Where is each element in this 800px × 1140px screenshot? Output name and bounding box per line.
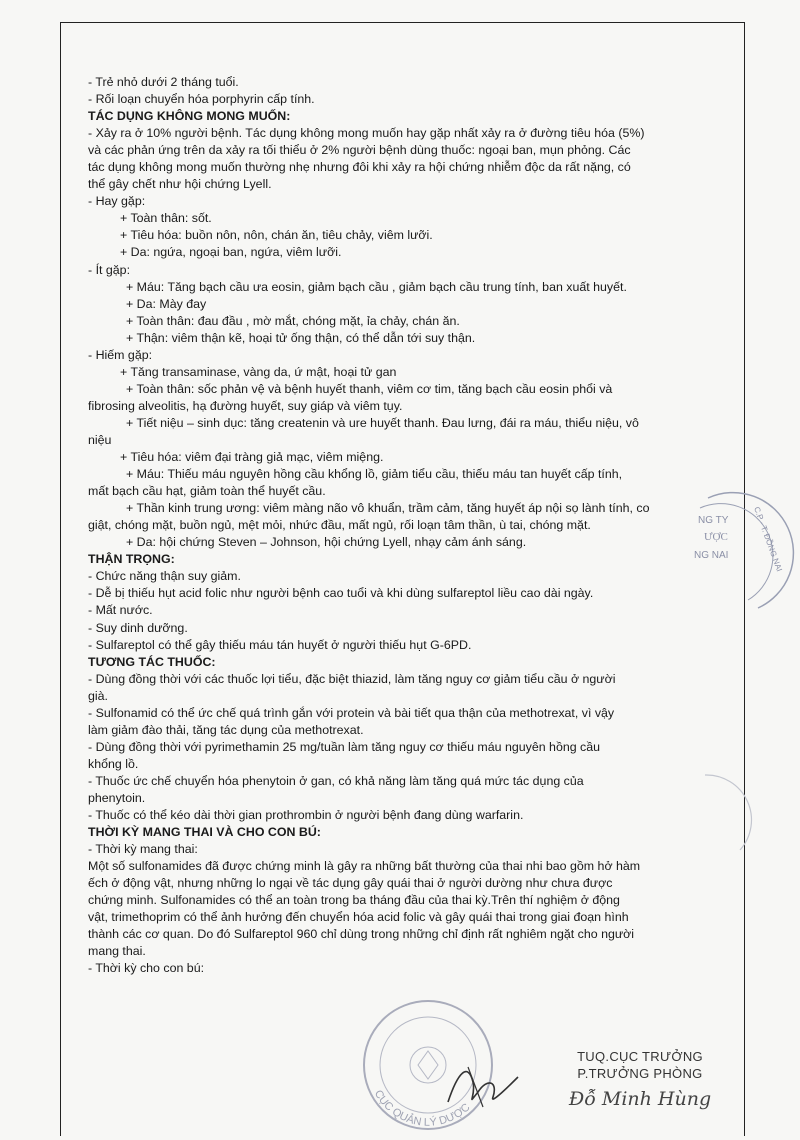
text-line: + Toàn thân: sốc phản vệ và bệnh huyết thanh, viêm cơ tim, tăng bạch cầu eosin phổi và [126,381,613,396]
text-line: chứng minh. Sulfonamides có thể an toàn trong ba tháng đầu của thai kỳ.Trên thí nghiệm ở động [88,893,620,908]
text-line: + Toàn thân: đau đầu , mờ mắt, chóng mặt, ỉa chảy, chán ăn. [126,313,460,328]
text-line: thể gây chết như hội chứng Lyell. [88,177,272,192]
text-line: + Da: ngứa, ngoại ban, ngứa, viêm lưỡi. [120,245,342,260]
text-line: - Mất nước. [88,603,153,618]
section-heading: TÁC DỤNG KHÔNG MONG MUỐN: [88,109,291,124]
text-line: ếch ở động vật, nhưng những lo ngại về tác dụng gây quái thai ở người dường như chưa được [88,876,613,891]
seal-text: CỤC QUẢN LÝ DƯỢC [371,1088,473,1129]
section-heading: THẬN TRỌNG: [88,552,175,567]
text-line: + Tăng transaminase, vàng da, ứ mật, hoại tử gan [120,364,397,379]
company-stamp [678,478,784,628]
text-line: niệu [88,432,112,447]
text-line: + Tiêu hóa: viêm đại tràng giả mạc, viêm miệng. [120,450,384,465]
text-line: vật, trimethoprim có thể ảnh hưởng đến chuyển hóa acid folic và gây quái thai trong giai đoạn hình [88,910,629,925]
text-line: tác dụng không mong muốn thường nhẹ nhưng đôi khi xảy ra hội chứng nhiễm độc da rất nặng, có [88,160,631,175]
text-line: + Tiêu hóa: buồn nôn, nôn, chán ăn, tiêu chảy, viêm lưỡi. [120,228,433,243]
text-line: - Sulfonamid có thể ức chế quá trình gắn với protein và bài tiết qua thận của methotrexat, vì vậy [88,705,615,720]
text-line: + Tiết niệu – sinh dục: tăng createnin và ure huyết thanh. Đau lưng, đái ra máu, thiểu niệu, vô [126,415,639,430]
text-line: fibrosing alveolitis, hạ đường huyết, suy giáp và viêm tụy. [88,398,403,413]
text-line: giật, chóng mặt, buồn ngủ, mệt mỏi, nhức đầu, mất ngủ, rối loạn tâm thần, ù tai, chóng mặt. [88,518,591,533]
text-line: + Da: hội chứng Steven – Johnson, hội chứng Lyell, nhạy cảm ánh sáng. [126,535,527,550]
text-line: - Thuốc ức chế chuyển hóa phenytoin ở gan, có khả năng làm tăng quá mức tác dụng của [88,773,584,788]
text-line: + Máu: Tăng bạch cầu ưa eosin, giảm bạch cầu , giảm bạch cầu trung tính, ban xuất huyết. [126,279,627,294]
text-line: - Hay gặp: [88,194,146,209]
signer-name: Đỗ Minh Hùng [568,1088,712,1110]
stamp-ring-text: C.P · T. ĐỒNG NAI [752,505,784,573]
text-line: phenytoin. [88,790,146,805]
text-line: - Dùng đồng thời với các thuốc lợi tiểu, đặc biệt thiazid, làm tăng nguy cơ giảm tiểu cầu ở người [88,671,616,686]
stamp-text-1: NG TY [698,515,729,526]
signature-title-2: P.TRƯỞNG PHÒNG [577,1066,703,1081]
section-heading: TƯƠNG TÁC THUỐC: [88,654,216,669]
text-line: - Rối loạn chuyển hóa porphyrin cấp tính. [88,92,315,107]
text-line: - Thời kỳ mang thai: [88,842,198,857]
stamp-text-3: NG NAI [694,550,729,561]
text-line: - Dùng đồng thời với pyrimethamin 25 mg/tuần làm tăng nguy cơ thiếu máu nguyên hồng cầu [88,739,601,754]
text-line: thành các cơ quan. Do đó Sulfareptol 960 chỉ dùng trong những chỉ định rất nghiêm ngặt cho người [88,927,635,942]
text-line: - Thuốc có thể kéo dài thời gian prothrombin ở người bệnh đang dùng warfarin. [88,808,524,823]
text-line: - Suy dinh dưỡng. [88,620,188,635]
handwritten-signature [438,1052,528,1112]
signature-block [540,1048,740,1110]
signature-title-1: TUQ.CỤC TRƯỞNG [577,1049,703,1064]
text-line: già. [88,688,108,703]
stamp-text-2: ƯỢC [704,531,728,543]
text-line: + Máu: Thiếu máu nguyên hồng cầu khổng lồ, giảm tiểu cầu, thiếu máu tan huyết cấp tính, [126,467,623,482]
text-line: - Dễ bị thiếu hụt acid folic như người bệnh cao tuổi và khi dùng sulfareptol liều cao dài ngày. [88,586,594,601]
text-line: mất bạch cầu hạt, giảm toàn thể huyết cầu. [88,484,326,499]
text-line: khổng lồ. [88,756,139,771]
text-line: - Thời kỳ cho con bú: [88,961,205,976]
text-line: + Thần kinh trung ương: viêm màng não vô khuẩn, trầm cảm, tăng huyết áp nội sọ lành tính, co [126,501,650,516]
text-line: và các phản ứng trên da xảy ra tối thiểu ở 2% người bệnh dùng thuốc: ngoại ban, mụn phỏng. Các [88,143,631,158]
document-body [88,74,738,977]
text-line: Một số sulfonamides đã được chứng minh là gây ra những bất thường của thai nhi bao gồm hở hàm [88,859,641,874]
section-heading: THỜI KỲ MANG THAI VÀ CHO CON BÚ: [88,825,321,840]
text-line: - Chức năng thận suy giảm. [88,569,241,584]
text-line: - Xảy ra ở 10% người bệnh. Tác dụng không mong muốn hay gặp nhất xảy ra ở đường tiêu hóa (5%) [88,126,645,141]
text-line: - Sulfareptol có thể gây thiếu máu tán huyết ở người thiếu hụt G-6PD. [88,637,472,652]
text-line: làm giảm đào thải, tăng tác dụng của methotrexat. [88,722,364,737]
text-line: + Thận: viêm thận kẽ, hoại tử ống thận, có thể dẫn tới suy thận. [126,330,476,345]
text-line: mang thai. [88,944,146,959]
text-line: + Toàn thân: sốt. [120,211,212,226]
text-line: - Ít gặp: [88,262,131,277]
text-line: - Trẻ nhỏ dưới 2 tháng tuổi. [88,75,239,89]
text-line: - Hiếm gặp: [88,347,153,362]
text-line: + Da: Mày đay [126,296,207,311]
faint-stamp-fragment [700,770,760,860]
